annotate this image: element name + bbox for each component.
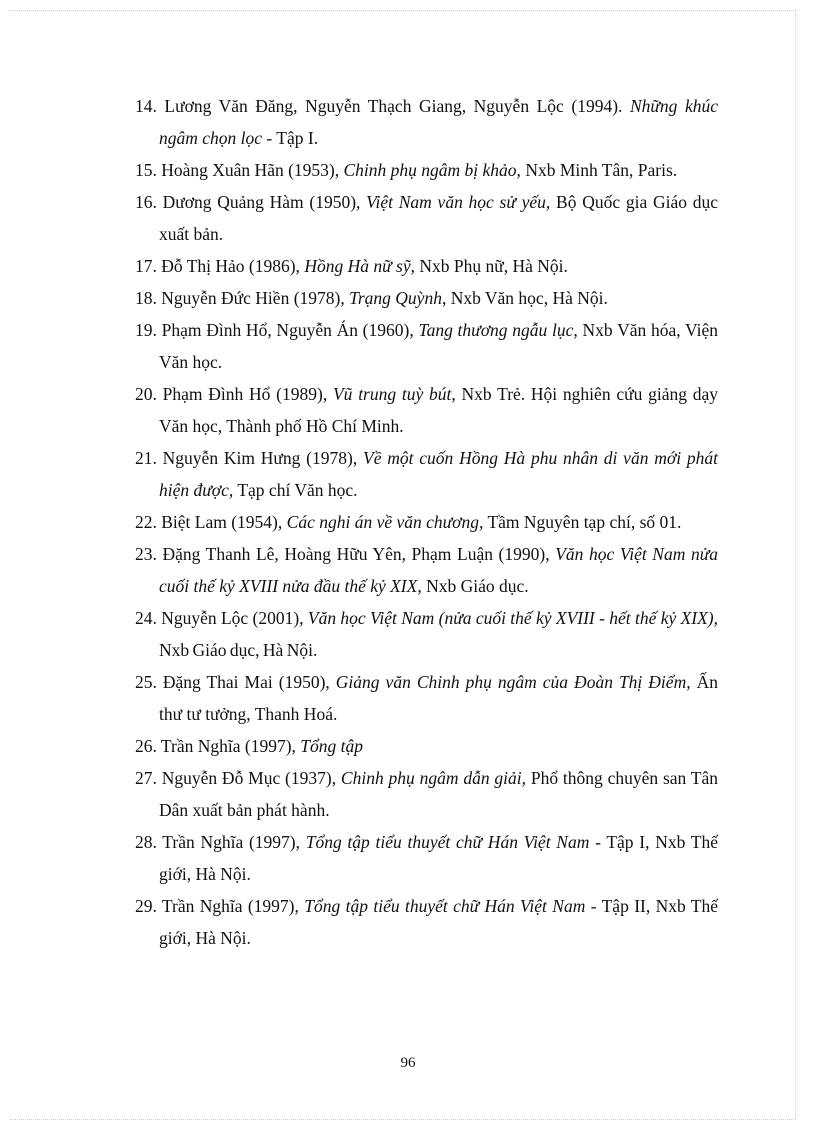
reference-authors: Đặng Thai Mai (1950), bbox=[156, 672, 336, 692]
reference-item bbox=[135, 314, 718, 378]
reference-number: 29. bbox=[135, 896, 157, 916]
reference-authors: Đặng Thanh Lê, Hoàng Hữu Yên, Phạm Luận (1990), bbox=[156, 544, 556, 564]
reference-publisher: - Tập I, Nxb Thế giới, Hà Nội. bbox=[159, 832, 718, 884]
reference-number: 16. bbox=[135, 192, 157, 212]
reference-authors: Nguyễn Lộc (2001), bbox=[156, 608, 308, 628]
reference-number: 20. bbox=[135, 384, 157, 404]
reference-number: 27. bbox=[135, 768, 157, 788]
reference-publisher: Nxb Minh Tân, Paris. bbox=[520, 160, 678, 180]
reference-title: Chinh phụ ngâm dẫn giải, bbox=[340, 768, 527, 788]
reference-number: 18. bbox=[135, 288, 157, 308]
reference-title: Các nghi án về văn chương, bbox=[286, 512, 484, 532]
reference-publisher: Ấn thư tư tưởng, Thanh Hoá. bbox=[159, 672, 718, 724]
reference-title: Chinh phụ ngâm bị khảo, bbox=[343, 160, 521, 180]
reference-authors: Lương Văn Đăng, Nguyễn Thạch Giang, Nguyễn Lộc (1994). bbox=[156, 96, 630, 116]
reference-authors: Trần Nghĩa (1997), bbox=[156, 896, 305, 916]
reference-number: 19. bbox=[135, 320, 157, 340]
reference-title: Văn học Việt Nam (nửa cuối thế kỷ XVIII - hết thế kỷ XIX), bbox=[307, 608, 718, 628]
reference-number: 21. bbox=[135, 448, 157, 468]
reference-item bbox=[135, 666, 718, 730]
reference-authors: Phạm Đình Hổ (1989), bbox=[156, 384, 333, 404]
reference-title: Hồng Hà nữ sỹ bbox=[304, 256, 411, 276]
reference-authors: Nguyễn Đức Hiền (1978), bbox=[156, 288, 350, 308]
reference-publisher: Tầm Nguyên tạp chí, số 01. bbox=[483, 512, 682, 532]
reference-list bbox=[135, 90, 718, 954]
reference-item bbox=[135, 282, 718, 314]
reference-publisher: , Nxb Trẻ. Hội nghiên cứu giảng dạy Văn học, Thành phố Hồ Chí Minh. bbox=[159, 384, 719, 436]
reference-authors: Đỗ Thị Hảo (1986), bbox=[156, 256, 305, 276]
reference-publisher: - Tập I. bbox=[262, 128, 319, 148]
page-number: 96 bbox=[400, 1055, 416, 1071]
reference-number: 14. bbox=[135, 96, 157, 116]
reference-number: 26. bbox=[135, 736, 157, 756]
reference-item bbox=[135, 442, 718, 506]
reference-title: Tổng tập tiểu thuyết chữ Hán Việt Nam bbox=[304, 896, 586, 916]
reference-authors: Trần Nghĩa (1997), bbox=[156, 736, 301, 756]
reference-title: Việt Nam văn học sử yếu, bbox=[366, 192, 551, 212]
reference-title: Vũ trung tuỳ bút bbox=[332, 384, 452, 404]
reference-authors: Nguyễn Đỗ Mục (1937), bbox=[156, 768, 341, 788]
reference-number: 23. bbox=[135, 544, 157, 564]
reference-number: 22. bbox=[135, 512, 157, 532]
reference-authors: Hoàng Xuân Hãn (1953), bbox=[156, 160, 344, 180]
reference-publisher: - Tập II, Nxb Thế giới, Hà Nội. bbox=[159, 896, 718, 948]
reference-publisher: , Nxb Phụ nữ, Hà Nội. bbox=[410, 256, 568, 276]
reference-title: Giảng văn Chinh phụ ngâm của Đoàn Thị Điểm, bbox=[335, 672, 691, 692]
reference-item bbox=[135, 602, 718, 666]
reference-item bbox=[135, 730, 718, 762]
reference-number: 28. bbox=[135, 832, 157, 852]
reference-item bbox=[135, 538, 718, 602]
reference-item bbox=[135, 186, 718, 250]
reference-title: Về một cuốn Hồng Hà phu nhân di văn mới phát hiện được, bbox=[159, 448, 718, 500]
reference-authors: Trần Nghĩa (1997), bbox=[156, 832, 306, 852]
reference-title: Tang thương ngẫu lục bbox=[418, 320, 574, 340]
reference-authors: Phạm Đình Hổ, Nguyễn Án (1960), bbox=[156, 320, 419, 340]
reference-item bbox=[135, 90, 718, 154]
reference-number: 24. bbox=[135, 608, 157, 628]
reference-title: Trạng Quỳnh bbox=[349, 288, 442, 308]
reference-publisher: Nxb Giáo dục. bbox=[421, 576, 529, 596]
reference-item bbox=[135, 890, 718, 954]
reference-publisher: Nxb Giáo dục, Hà Nội. bbox=[159, 640, 318, 660]
reference-publisher: Phổ thông chuyên san Tân Dân xuất bản phát hành. bbox=[159, 768, 718, 820]
reference-title: Tổng tập tiểu thuyết chữ Hán Việt Nam bbox=[305, 832, 590, 852]
reference-authors: Nguyễn Kim Hưng (1978), bbox=[156, 448, 363, 468]
reference-publisher: , Nxb Văn hóa, Viện Văn học. bbox=[159, 320, 718, 372]
reference-item bbox=[135, 826, 718, 890]
reference-item bbox=[135, 378, 718, 442]
reference-number: 17. bbox=[135, 256, 157, 276]
reference-publisher: Bộ Quốc gia Giáo dục xuất bản. bbox=[159, 192, 718, 244]
reference-number: 25. bbox=[135, 672, 157, 692]
reference-publisher: Tạp chí Văn học. bbox=[233, 480, 358, 500]
reference-item bbox=[135, 154, 718, 186]
reference-title: Tổng tập bbox=[300, 736, 364, 756]
reference-item bbox=[135, 250, 718, 282]
reference-item bbox=[135, 762, 718, 826]
reference-publisher: , Nxb Văn học, Hà Nội. bbox=[441, 288, 608, 308]
reference-title: Những khúc ngâm chọn lọc bbox=[159, 96, 718, 148]
reference-item bbox=[135, 506, 718, 538]
reference-title: Văn học Việt Nam nửa cuối thế kỷ XVIII nửa đầu thế kỷ XIX, bbox=[159, 544, 718, 596]
reference-authors: Biệt Lam (1954), bbox=[156, 512, 287, 532]
reference-number: 15. bbox=[135, 160, 157, 180]
reference-authors: Dương Quảng Hàm (1950), bbox=[156, 192, 367, 212]
